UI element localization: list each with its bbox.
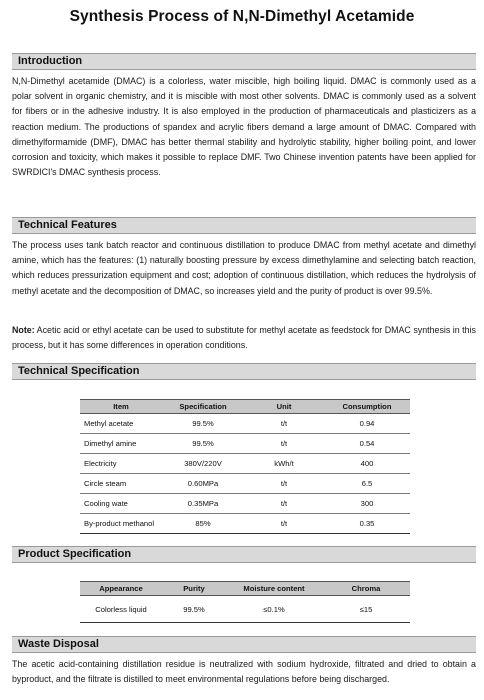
table-cell: kWh/t bbox=[244, 454, 324, 474]
column-header-item: Item bbox=[80, 400, 162, 414]
table-row bbox=[80, 514, 410, 534]
technical-specification-table bbox=[80, 399, 410, 534]
table-cell: t/t bbox=[244, 494, 324, 514]
table-cell: t/t bbox=[244, 514, 324, 534]
table-cell: 0.94 bbox=[324, 414, 410, 434]
table-cell: 85% bbox=[162, 514, 244, 534]
technical-features-note bbox=[12, 323, 476, 353]
table-cell: 0.60MPa bbox=[162, 474, 244, 494]
table-row bbox=[80, 434, 410, 454]
table-cell: t/t bbox=[244, 474, 324, 494]
table-cell: 0.35 bbox=[324, 514, 410, 534]
table-cell: Circle steam bbox=[80, 474, 162, 494]
table-header-row bbox=[80, 582, 410, 596]
column-header-chroma: Chroma bbox=[322, 582, 410, 596]
table-cell: 99.5% bbox=[162, 414, 244, 434]
table-row bbox=[80, 596, 410, 623]
table-cell: 380V/220V bbox=[162, 454, 244, 474]
table-cell: Dimethyl amine bbox=[80, 434, 162, 454]
technical-features-paragraph: The process uses tank batch reactor and continuous distillation to produce DMAC from methyl acetate and dimethyl amine, which has the features: (1) naturally boosting pressure by excess dimethylamine and selecting batch reaction, which reduces pressurization equipment and cost; adoption of continuous distillation, which reduces the hydrolysis of methyl acetate and the decomposition of DMAC, so increases yield and the purity of product is over 99.5%. bbox=[12, 240, 476, 296]
table-cell: ≤0.1% bbox=[226, 596, 322, 623]
note-label: Note: bbox=[12, 325, 35, 335]
section-heading-waste-disposal: Waste Disposal bbox=[12, 636, 476, 653]
column-header-specification: Specification bbox=[162, 400, 244, 414]
table-cell: 400 bbox=[324, 454, 410, 474]
column-header-purity: Purity bbox=[162, 582, 226, 596]
table-cell: Electricity bbox=[80, 454, 162, 474]
table-cell: Methyl acetate bbox=[80, 414, 162, 434]
waste-disposal-paragraph: The acetic acid-containing distillation residue is neutralized with sodium hydroxide, filtrated and dried to obtain a byproduct, and the filtrate is distilled to meet environmental regulations before being discharged. bbox=[12, 659, 476, 685]
section-heading-introduction: Introduction bbox=[12, 53, 476, 70]
product-specification-table bbox=[80, 581, 410, 623]
table-cell: 0.54 bbox=[324, 434, 410, 454]
table-cell: t/t bbox=[244, 434, 324, 454]
table-cell: 300 bbox=[324, 494, 410, 514]
column-header-consumption: Consumption bbox=[324, 400, 410, 414]
column-header-appearance: Appearance bbox=[80, 582, 162, 596]
table-cell: Colorless liquid bbox=[80, 596, 162, 623]
table-cell: 99.5% bbox=[162, 596, 226, 623]
table-cell: ≤15 bbox=[322, 596, 410, 623]
table-cell: 99.5% bbox=[162, 434, 244, 454]
table-header-row bbox=[80, 400, 410, 414]
note-text: Acetic acid or ethyl acetate can be used to substitute for methyl acetate as feedstock for DMAC synthesis in this process, but it has some differences in operation conditions. bbox=[12, 325, 476, 351]
table-cell: Cooling wate bbox=[80, 494, 162, 514]
table-cell: 6.5 bbox=[324, 474, 410, 494]
table-row bbox=[80, 494, 410, 514]
table-row bbox=[80, 454, 410, 474]
table-row bbox=[80, 474, 410, 494]
column-header-unit: Unit bbox=[244, 400, 324, 414]
document-title: Synthesis Process of N,N-Dimethyl Acetamide bbox=[69, 8, 415, 25]
section-heading-technical-specification: Technical Specification bbox=[12, 363, 476, 380]
table-cell: t/t bbox=[244, 414, 324, 434]
introduction-paragraph: N,N-Dimethyl acetamide (DMAC) is a colorless, water miscible, high boiling liquid. DMAC is commonly used as a polar solvent in organic chemistry, and it is miscible with most other solvents. DMAC is commonly used as a solvent for fibers or in the adhesive industry. It is also employed in the production of pharmaceuticals and plasticizers as a reaction medium. The productions of spandex and acrylic fibers demand a large amount of DMAC. Compared with dimethylformamide (DMF), DMAC has better thermal stability and hydrolytic stability, higher boiling point, and lower corrosion and toxicity, which makes it possible to replace DMF. Two Chinese invention patents have been applied for SWRDICI's DMAC synthesis process. bbox=[12, 76, 476, 178]
section-heading-technical-features: Technical Features bbox=[12, 217, 476, 234]
table-cell: 0.35MPa bbox=[162, 494, 244, 514]
section-heading-product-specification: Product Specification bbox=[12, 546, 476, 563]
table-row bbox=[80, 414, 410, 434]
column-header-moisture-content: Moisture content bbox=[226, 582, 322, 596]
table-cell: By-product methanol bbox=[80, 514, 162, 534]
